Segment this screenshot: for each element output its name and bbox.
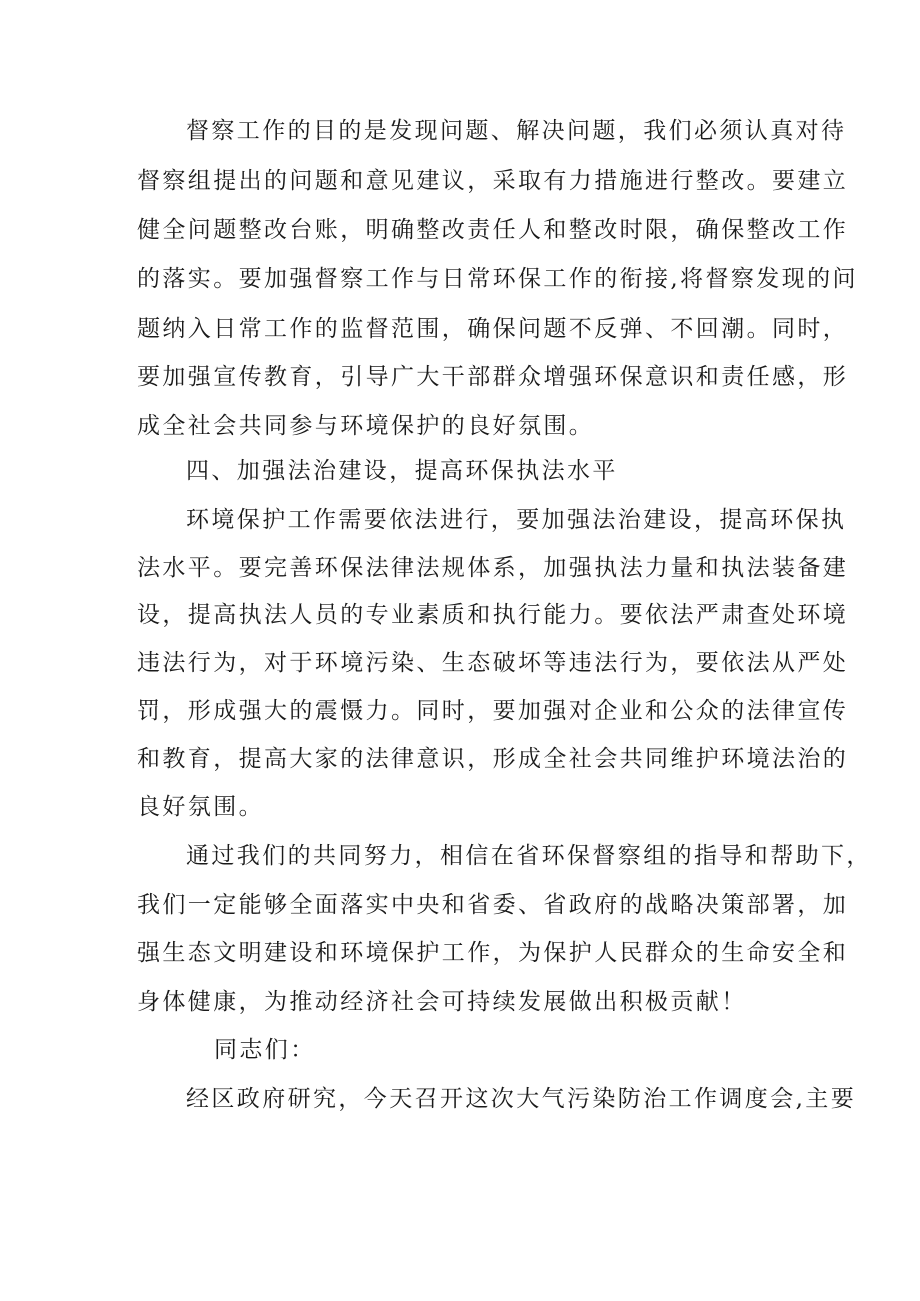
paragraph-2-line-4: 违法行为，对于环境污染、生态破坏等违法行为，要依法从严处 xyxy=(137,650,849,676)
paragraph-2-line-3: 设，提高执法人员的专业素质和执行能力。要依法严肃查处环境 xyxy=(137,602,849,628)
paragraph-1-line-6: 要加强宣传教育，引导广大干部群众增强环保意识和责任感，形 xyxy=(137,364,849,390)
paragraph-1-line-3: 健全问题整改台账，明确整改责任人和整改时限，确保整改工作 xyxy=(137,217,849,243)
paragraph-3-line-4: 身体健康，为推动经济社会可持续发展做出积极贡献！ xyxy=(137,989,747,1015)
paragraph-1-line-7: 成全社会共同参与环境保护的良好氛围。 xyxy=(137,413,595,439)
paragraph-4-line-1: 经区政府研究，今天召开这次大气污染防治工作调度会,主要 xyxy=(186,1086,857,1112)
paragraph-2-line-1: 环境保护工作需要依法进行，要加强法治建设，提高环保执 xyxy=(186,507,847,533)
salutation: 同志们： xyxy=(214,1037,316,1063)
paragraph-2-line-7: 良好氛围。 xyxy=(137,794,264,820)
paragraph-1-line-2: 督察组提出的问题和意见建议，采取有力措施进行整改。要建立 xyxy=(137,168,849,194)
paragraph-3-line-1: 通过我们的共同努力，相信在省环保督察组的指导和帮助下， xyxy=(186,843,872,869)
paragraph-3-line-3: 强生态文明建设和环境保护工作，为保护人民群众的生命安全和 xyxy=(137,940,849,966)
paragraph-2-line-5: 罚，形成强大的震慑力。同时，要加强对企业和公众的法律宣传 xyxy=(137,698,849,724)
paragraph-2-line-6: 和教育，提高大家的法律意识，形成全社会共同维护环境法治的 xyxy=(137,746,849,772)
paragraph-3-line-2: 我们一定能够全面落实中央和省委、省政府的战略决策部署，加 xyxy=(137,892,849,918)
section-heading: 四、加强法治建设，提高环保执法水平 xyxy=(186,458,618,484)
paragraph-2-line-2: 法水平。要完善环保法律法规体系，加强执法力量和执法装备建 xyxy=(137,555,849,581)
paragraph-1-line-1: 督察工作的目的是发现问题、解决问题，我们必须认真对待 xyxy=(186,118,847,144)
paragraph-1-line-4: 的落实。要加强督察工作与日常环保工作的衔接,将督察发现的问 xyxy=(137,266,858,292)
paragraph-1-line-5: 题纳入日常工作的监督范围，确保问题不反弹、不回潮。同时， xyxy=(137,316,849,342)
